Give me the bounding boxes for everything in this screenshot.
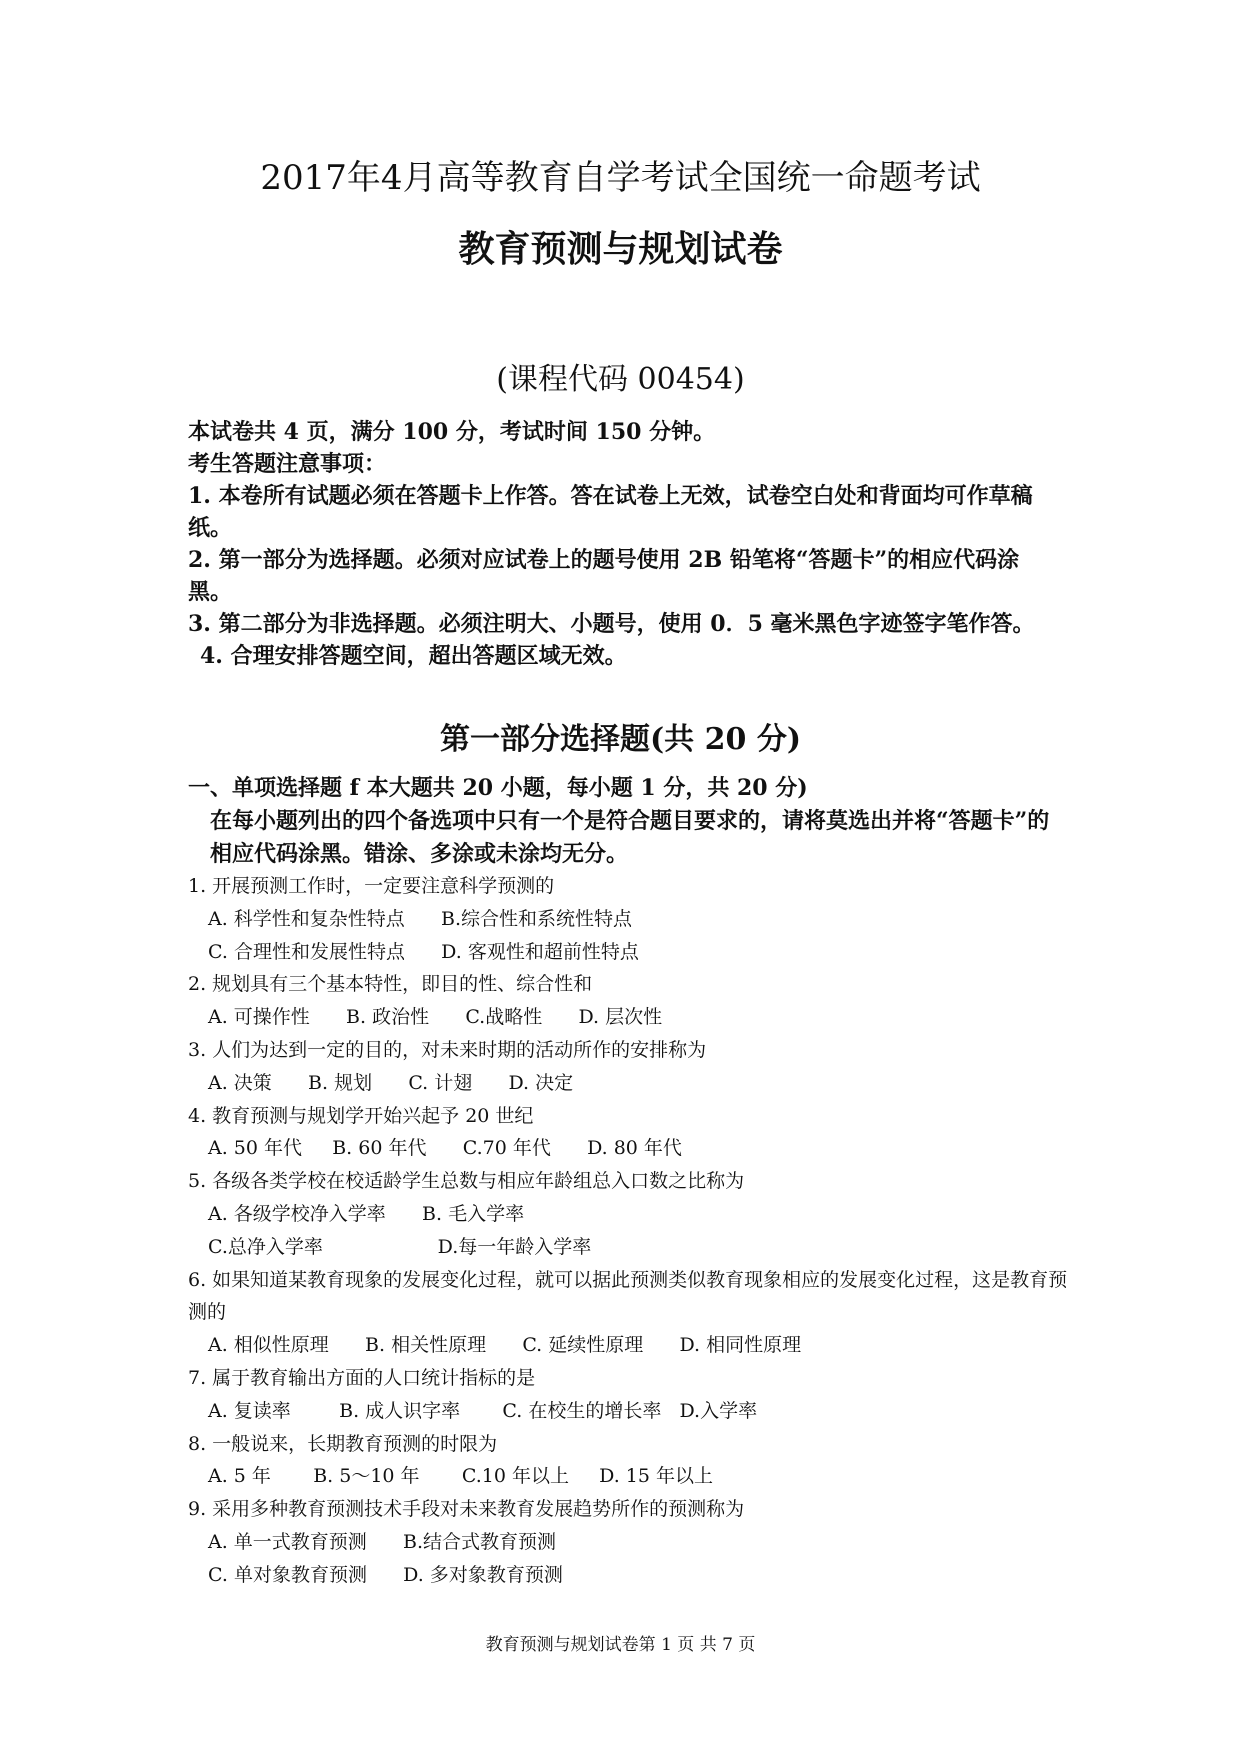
question-stem: 7. 属于教育输出方面的人口统计指标的是 <box>188 1366 536 1389</box>
question-options: A. 50 年代 B. 60 年代 C.70 年代 D. 80 年代 <box>208 1137 682 1160</box>
question-stem: 3. 人们为达到一定的目的，对未来时期的活动所作的安排称为 <box>188 1038 707 1061</box>
question-stem: 8. 一般说来，长期教育预测的时限为 <box>188 1432 498 1455</box>
section-instruction: 在每小题列出的四个备选项中只有一个是符合题目要求的，请将莫选出并将“答题卡”的相应代码涂黑。错涂、多涂或未涂均无分。 <box>210 808 1050 867</box>
question-options: A. 5 年 B. 5～10 年 C.10 年以上 D. 15 年以上 <box>208 1465 713 1488</box>
notes-summary: 本试卷共 4 页，满分 100 分，考试时间 150 分钟。 <box>188 419 716 445</box>
exam-notes <box>188 416 1058 672</box>
section-header <box>188 772 1068 871</box>
question-stem: 1. 开展预测工作时，一定要注意科学预测的 <box>188 875 555 897</box>
question-stem: 6. 如果知道某教育现象的发展变化过程，就可以据此预测类似教育现象相应的发展变化过程，这是教育预测的 <box>188 1268 1068 1324</box>
section-heading: 一、单项选择题 f 本大题共 20 小题，每小题 1 分，共 20 分) <box>188 775 808 801</box>
question-stem: 5. 各级各类学校在校适龄学生总数与相应年龄组总入口数之比称为 <box>188 1170 745 1193</box>
notes-item: 1. 本卷所有试题必须在答题卡上作答。答在试卷上无效，试卷空白处和背面均可作草稿纸。 <box>188 483 1033 541</box>
exam-title: 2017年4月高等教育自学考试全国统一命题考试 <box>260 158 981 198</box>
question-list <box>188 870 1068 1592</box>
question-stem: 2. 规划具有三个基本特性，即目的性、综合性和 <box>188 973 593 996</box>
part-title: 第一部分选择题(共 20 分) <box>439 722 802 757</box>
paper-title: 教育预测与规划试卷 <box>458 228 783 270</box>
question-options: A. 单一式教育预测 B.结合式教育预测 <box>208 1530 557 1553</box>
question-stem: 4. 教育预测与规划学开始兴起予 20 世纪 <box>188 1104 534 1127</box>
question-options: A. 相似性原理 B. 相关性原理 C. 延续性原理 D. 相同性原理 <box>208 1334 802 1357</box>
question-options: A. 可操作性 B. 政治性 C.战略性 D. 层次性 <box>208 1006 663 1029</box>
question-options: A. 复读率 B. 成人识字率 C. 在校生的增长率 D.入学率 <box>208 1399 758 1422</box>
question-options: C. 合理性和发展性特点 D. 客观性和超前性特点 <box>208 940 639 963</box>
question-options: C. 单对象教育预测 D. 多对象教育预测 <box>208 1563 563 1586</box>
question-options: A. 科学性和复杂性特点 B.综合性和系统性特点 <box>208 907 633 930</box>
page-footer: 教育预测与规划试卷第 1 页 共 7 页 <box>485 1635 756 1655</box>
notes-item: 2. 第一部分为选择题。必须对应试卷上的题号使用 2B 铅笔将“答题卡”的相应代码涂黑。 <box>188 547 1020 605</box>
question-options: A. 各级学校净入学率 B. 毛入学率 <box>208 1202 525 1225</box>
question-options: C.总净入学率 D.每一年龄入学率 <box>208 1235 592 1258</box>
notes-item: 4. 合理安排答题空间，超出答题区域无效。 <box>200 643 627 669</box>
course-code: (课程代码 00454) <box>496 362 745 397</box>
question-options: A. 决策 B. 规划 C. 计翅 D. 决定 <box>208 1071 574 1094</box>
notes-item: 3. 第二部分为非选择题。必须注明大、小题号，使用 0．5 毫米黑色字迹签字笔作答。 <box>188 611 1035 637</box>
notes-heading: 考生答题注意事项： <box>188 451 387 477</box>
question-stem: 9. 采用多种教育预测技术手段对未来教育发展趋势所作的预测称为 <box>188 1498 745 1521</box>
